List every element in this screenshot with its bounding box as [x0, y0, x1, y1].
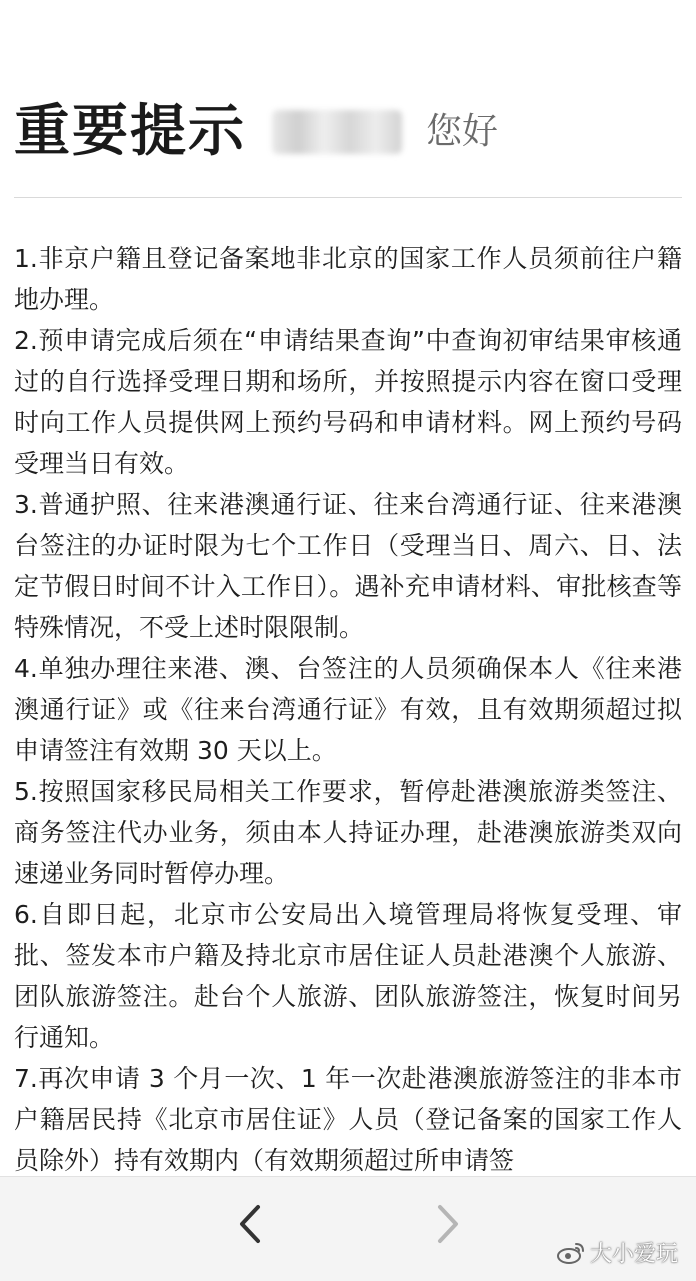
chevron-left-icon [226, 1199, 276, 1249]
page-header [14, 92, 682, 172]
notice-content [14, 238, 682, 1176]
page-title: 重要提示 [14, 99, 246, 164]
watermark-text: 大小爱玩 [589, 1242, 678, 1267]
greeting-text: 您好 [426, 111, 499, 152]
weibo-watermark [556, 1237, 678, 1268]
forward-button[interactable] [422, 1199, 472, 1249]
notice-item-1: 1.非京户籍且登记备案地非北京的国家工作人员须前往户籍地办理。 [14, 244, 682, 314]
notice-item-4: 4.单独办理往来港、澳、台签注的人员须确保本人《往来港澳通行证》或《往来台湾通行证》有效，且有效期须超过拟申请签注有效期 30 天以上。 [14, 654, 682, 765]
redacted-username [272, 110, 402, 154]
notice-item-5: 5.按照国家移民局相关工作要求，暂停赴港澳旅游类签注、商务签注代办业务，须由本人持证办理，赴港澳旅游类双向速递业务同时暂停办理。 [14, 777, 682, 888]
back-button[interactable] [226, 1199, 276, 1249]
chevron-right-icon [422, 1199, 472, 1249]
weibo-icon [556, 1241, 586, 1265]
bottom-navigation-bar [0, 1176, 696, 1281]
notice-item-7: 7.再次申请 3 个月一次、1 年一次赴港澳旅游签注的非本市户籍居民持《北京市居住证》人员（登记备案的国家工作人员除外）持有效期内（有效期须超过所申请签 [14, 1064, 682, 1175]
notice-item-2: 2.预申请完成后须在“申请结果查询”中查询初审结果审核通过的自行选择受理日期和场所，并按照提示内容在窗口受理时向工作人员提供网上预约号码和申请材料。网上预约号码受理当日有效。 [14, 326, 682, 478]
notice-item-6: 6.自即日起，北京市公安局出入境管理局将恢复受理、审批、签发本市户籍及持北京市居住证人员赴港澳个人旅游、团队旅游签注。赴台个人旅游、团队旅游签注，恢复时间另行通知。 [14, 900, 682, 1052]
notice-item-3: 3.普通护照、往来港澳通行证、往来台湾通行证、往来港澳台签注的办证时限为七个工作日（受理当日、周六、日、法定节假日时间不计入工作日）。遇补充申请材料、审批核查等特殊情况，不受上述时限限制。 [14, 490, 682, 642]
header-divider [14, 197, 682, 198]
